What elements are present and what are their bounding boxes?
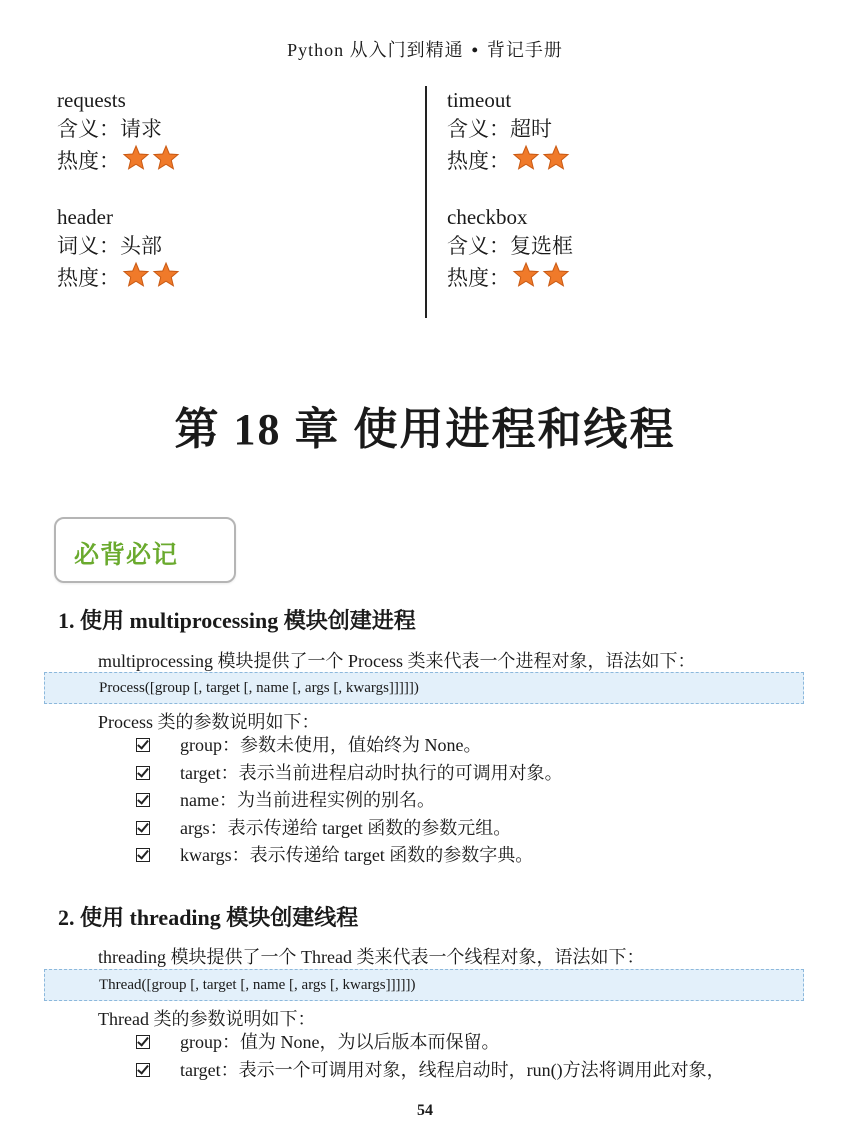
vocab-entry-timeout [447, 86, 572, 180]
checkbox-icon [136, 1035, 150, 1049]
star-rating [122, 144, 182, 180]
vocab-word: requests [57, 88, 126, 112]
memo-label: 必背必记 [74, 542, 179, 569]
star-icon [512, 144, 540, 172]
running-header [0, 36, 850, 62]
checkbox-icon [136, 738, 150, 752]
param-list [136, 732, 563, 870]
vocab-meaning: 含义：复选框 [447, 234, 573, 258]
checkbox-icon [136, 1063, 150, 1077]
param-item: name：为当前进程实例的别名。 [136, 787, 563, 815]
section-heading-multiprocessing: 1. 使用 multiprocessing 模块创建进程 [58, 608, 416, 633]
vocab-entry-header [57, 203, 182, 297]
vocab-entry-checkbox [447, 203, 573, 297]
vocab-meaning: 含义：请求 [57, 117, 162, 141]
header-separator: • [471, 40, 479, 60]
star-rating [512, 261, 572, 297]
vocab-heat: 热度： [447, 144, 572, 180]
vocab-meaning: 词义：头部 [57, 234, 162, 258]
param-item: target：表示一个可调用对象，线程启动时，run()方法将调用此对象， [136, 1057, 725, 1085]
section-heading-threading: 2. 使用 threading 模块创建线程 [58, 905, 359, 930]
star-icon [542, 144, 570, 172]
star-icon [122, 144, 150, 172]
code-syntax: Thread([group [, target [, name [, args [, kwargs]]]]]) [44, 969, 804, 1001]
checkbox-icon [136, 766, 150, 780]
params-intro: Thread 类的参数说明如下： [98, 1009, 316, 1029]
param-item: group：参数未使用，值始终为 None。 [136, 732, 563, 760]
star-icon [542, 261, 570, 289]
vocab-meaning: 含义：超时 [447, 117, 552, 141]
param-item: args：表示传递给 target 函数的参数元组。 [136, 815, 563, 843]
param-list [136, 1029, 725, 1084]
param-item: kwargs：表示传递给 target 函数的参数字典。 [136, 842, 563, 870]
book-subtitle: 背记手册 [486, 40, 563, 60]
star-icon [152, 261, 180, 289]
checkbox-icon [136, 848, 150, 862]
vocab-heat: 热度： [57, 144, 182, 180]
chapter-title: 第 18 章 使用进程和线程 [174, 405, 676, 454]
vocab-entry-requests [57, 86, 182, 180]
star-rating [122, 261, 182, 297]
book-title: Python 从入门到精通 [287, 40, 464, 60]
vocab-word: header [57, 205, 113, 229]
section-intro: threading 模块提供了一个 Thread 类来代表一个线程对象，语法如下： [98, 947, 645, 967]
checkbox-icon [136, 821, 150, 835]
star-icon [122, 261, 150, 289]
param-item: target：表示当前进程启动时执行的可调用对象。 [136, 760, 563, 788]
vocab-heat: 热度： [447, 261, 573, 297]
star-icon [512, 261, 540, 289]
params-intro: Process 类的参数说明如下： [98, 712, 320, 732]
page-number: 54 [417, 1102, 433, 1119]
code-syntax: Process([group [, target [, name [, args [, kwargs]]]]]) [44, 672, 804, 704]
vocab-word: checkbox [447, 205, 528, 229]
star-icon [152, 144, 180, 172]
column-divider [425, 86, 427, 318]
memo-box [54, 517, 236, 583]
checkbox-icon [136, 793, 150, 807]
vocab-heat: 热度： [57, 261, 182, 297]
vocab-word: timeout [447, 88, 512, 112]
section-intro: multiprocessing 模块提供了一个 Process 类来代表一个进程对象，语法如下： [98, 651, 696, 671]
star-rating [512, 144, 572, 180]
param-item: group：值为 None，为以后版本而保留。 [136, 1029, 725, 1057]
